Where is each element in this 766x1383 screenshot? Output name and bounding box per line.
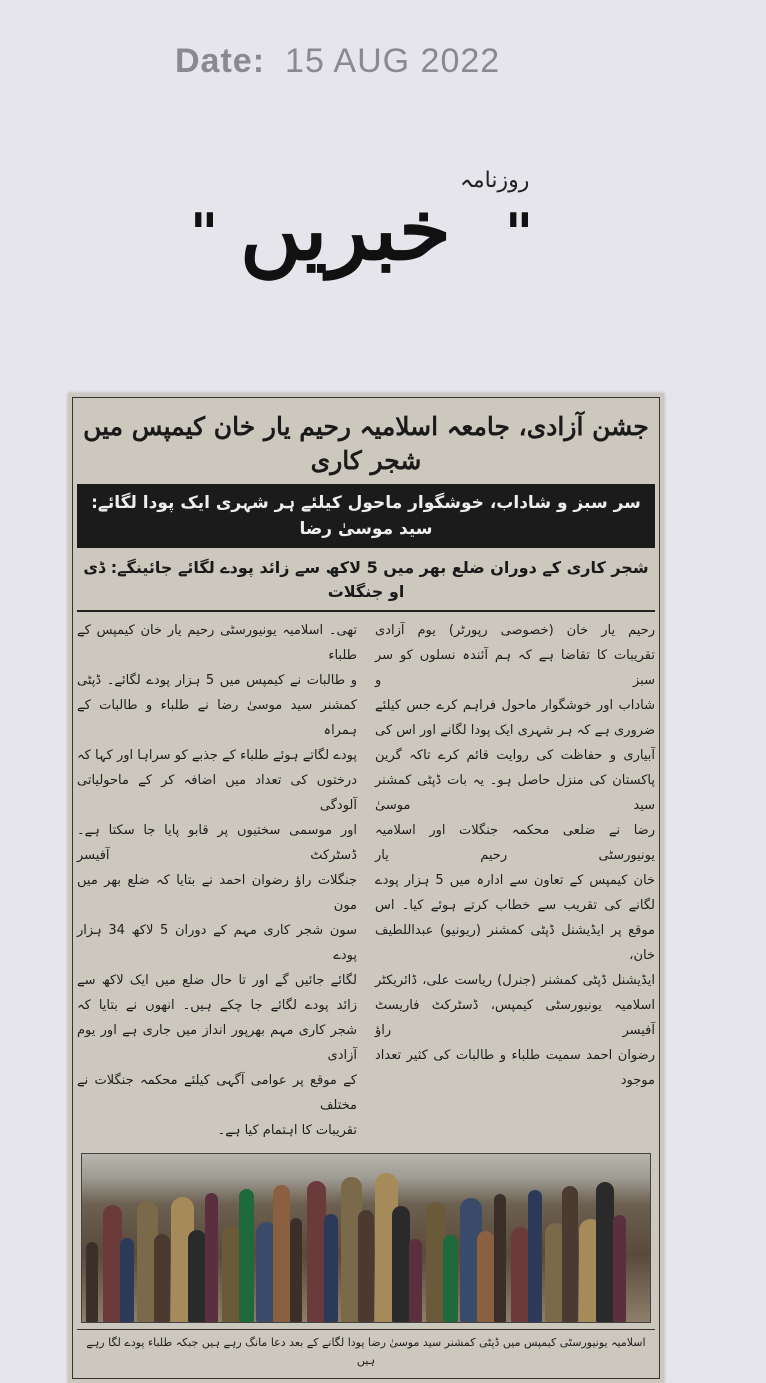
subheadline: سر سبز و شاداب، خوشگوار ماحول کیلئے ہر شہری ایک پودا لگائے: سید موسیٰ رضا: [77, 484, 655, 548]
newspaper-masthead: [180, 150, 580, 310]
photo-figure: [494, 1194, 506, 1322]
text-line: پودے لگاتے ہوئے طلباء کے جذبے کو سراہا اور کہا کہ: [77, 748, 357, 763]
article-column-right: [375, 618, 655, 1143]
article-body: [77, 612, 655, 1143]
text-line: و طالبات نے کیمپس میں 5 ہزار پودے لگائے۔ ڈپٹی: [77, 673, 357, 688]
article-column-left: [77, 618, 357, 1143]
photo-figure: [392, 1206, 410, 1322]
text-line: اسلامیہ یونیورسٹی کیمپس، ڈسٹرکٹ فاریسٹ آفیسر راؤ: [375, 998, 655, 1038]
strapline: شجر کاری کے دوران ضلع بھر میں 5 لاکھ سے زائد پودے لگائے جائینگے: ڈی او جنگلات: [83, 558, 649, 601]
date-label: Date:: [175, 42, 266, 80]
photo-figure: [86, 1242, 98, 1322]
text-line: تقریبات کا تقاضا ہے کہ ہم آئندہ نسلوں کو سر سبز و: [375, 648, 655, 688]
photo-figure: [120, 1238, 134, 1322]
photo-figure: [188, 1230, 206, 1322]
close-quote: ": [505, 202, 534, 265]
text-line: زائد پودے لگائے جا چکے ہیں۔ انھوں نے بتایا کہ: [77, 998, 357, 1013]
photo-figure: [239, 1189, 254, 1322]
text-line: آبیاری و حفاظت کی روایت قائم کرے تاکہ گرین: [375, 748, 655, 763]
photo-figure: [154, 1234, 170, 1322]
text-line: تقریبات کا اہتمام کیا ہے۔: [217, 1123, 357, 1138]
text-line: اور موسمی سختیوں پر قابو پایا جا سکتا ہے۔ ڈسٹرکٹ آفیسر: [77, 823, 357, 863]
text-line: پاکستان کی منزل حاصل ہو۔ یہ بات ڈپٹی کمشنر سید موسیٰ: [375, 773, 655, 813]
text-line: ضروری ہے کہ ہر شہری ایک پودا لگانے اور اس کی: [375, 723, 655, 738]
photo-figure: [443, 1235, 458, 1322]
photo-figure: [358, 1210, 374, 1322]
photo-figure: [324, 1214, 338, 1322]
photo-figure: [596, 1182, 614, 1322]
text-line: سون شجر کاری مہم کے دوران 5 لاکھ 34 ہزار پودے: [77, 923, 357, 963]
photo-figure: [409, 1239, 422, 1322]
event-photo: [81, 1153, 651, 1323]
photo-figure: [528, 1190, 542, 1322]
photo-figure: [273, 1185, 290, 1322]
text-line: لگانے کی تقریب سے خطاب کرتے ہوئے کیا۔ اس: [375, 898, 655, 913]
date-value: 15 AUG 2022: [285, 42, 501, 80]
text-line: کے موقع پر عوامی آگہی کیلئے محکمہ جنگلات نے مختلف: [77, 1073, 357, 1113]
text-line: ایڈیشنل ڈپٹی کمشنر (جنرل) ریاست علی، ڈائریکٹر: [375, 973, 655, 988]
masthead-daily: روزنامہ: [460, 168, 530, 193]
photo-caption: اسلامیہ یونیورسٹی کیمپس میں ڈپٹی کمشنر سید موسیٰ رضا پودا لگانے کے بعد دعا مانگ رہے ہیں جبکہ طلباء پودے لگا رہے ہیں: [77, 1329, 655, 1374]
date-stamp: [175, 42, 500, 81]
photo-figure: [477, 1231, 494, 1322]
newspaper-clipping: [68, 393, 664, 1383]
photo-figure: [290, 1218, 302, 1322]
text-line: جنگلات راؤ رضوان احمد نے بتایا کہ ضلع بھر میں مون: [77, 873, 357, 913]
text-line: موقع پر ایڈیشنل ڈپٹی کمشنر (ریونیو) عبداللطیف خان،: [375, 923, 655, 963]
headline: جشن آزادی، جامعہ اسلامیہ رحیم یار خان کیمپس میں شجر کاری: [83, 412, 649, 475]
text-line: خان کیمپس کے تعاون سے ادارہ میں 5 ہزار پودے: [375, 873, 656, 888]
text-line: تھی۔ اسلامیہ یونیورسٹی رحیم یار خان کیمپس کے طلباء: [77, 623, 357, 663]
text-line: رضوان احمد سمیت طلباء و طالبات کی کثیر تعداد موجود: [375, 1048, 655, 1088]
text-line: لگائے جائیں گے اور تا حال ضلع میں ایک لاکھ سے: [77, 973, 357, 988]
text-line: رضا نے ضلعی محکمہ جنگلات اور اسلامیہ یونیورسٹی رحیم یار: [375, 823, 655, 863]
text-line: کمشنر سید موسیٰ رضا نے طلباء و طالبات کے ہمراہ: [77, 698, 357, 738]
clipping-frame: [72, 397, 660, 1379]
photo-figure: [205, 1193, 218, 1322]
photo-figure: [613, 1215, 626, 1322]
text-line: رحیم یار خان (خصوصی رپورٹر) یوم آزادی: [375, 623, 655, 638]
text-line: شجر کاری مہم بھرپور انداز میں جاری ہے اور یوم آزادی: [77, 1023, 357, 1063]
open-quote: ": [190, 202, 219, 265]
text-line: درختوں کی تعداد میں اضافہ کر کے ماحولیاتی آلودگی: [77, 773, 357, 813]
photo-figure: [562, 1186, 578, 1322]
text-line: شاداب اور خوشگوار ماحول فراہم کرے جس کیلئے: [375, 698, 655, 713]
masthead-name: خبریں: [240, 180, 451, 279]
